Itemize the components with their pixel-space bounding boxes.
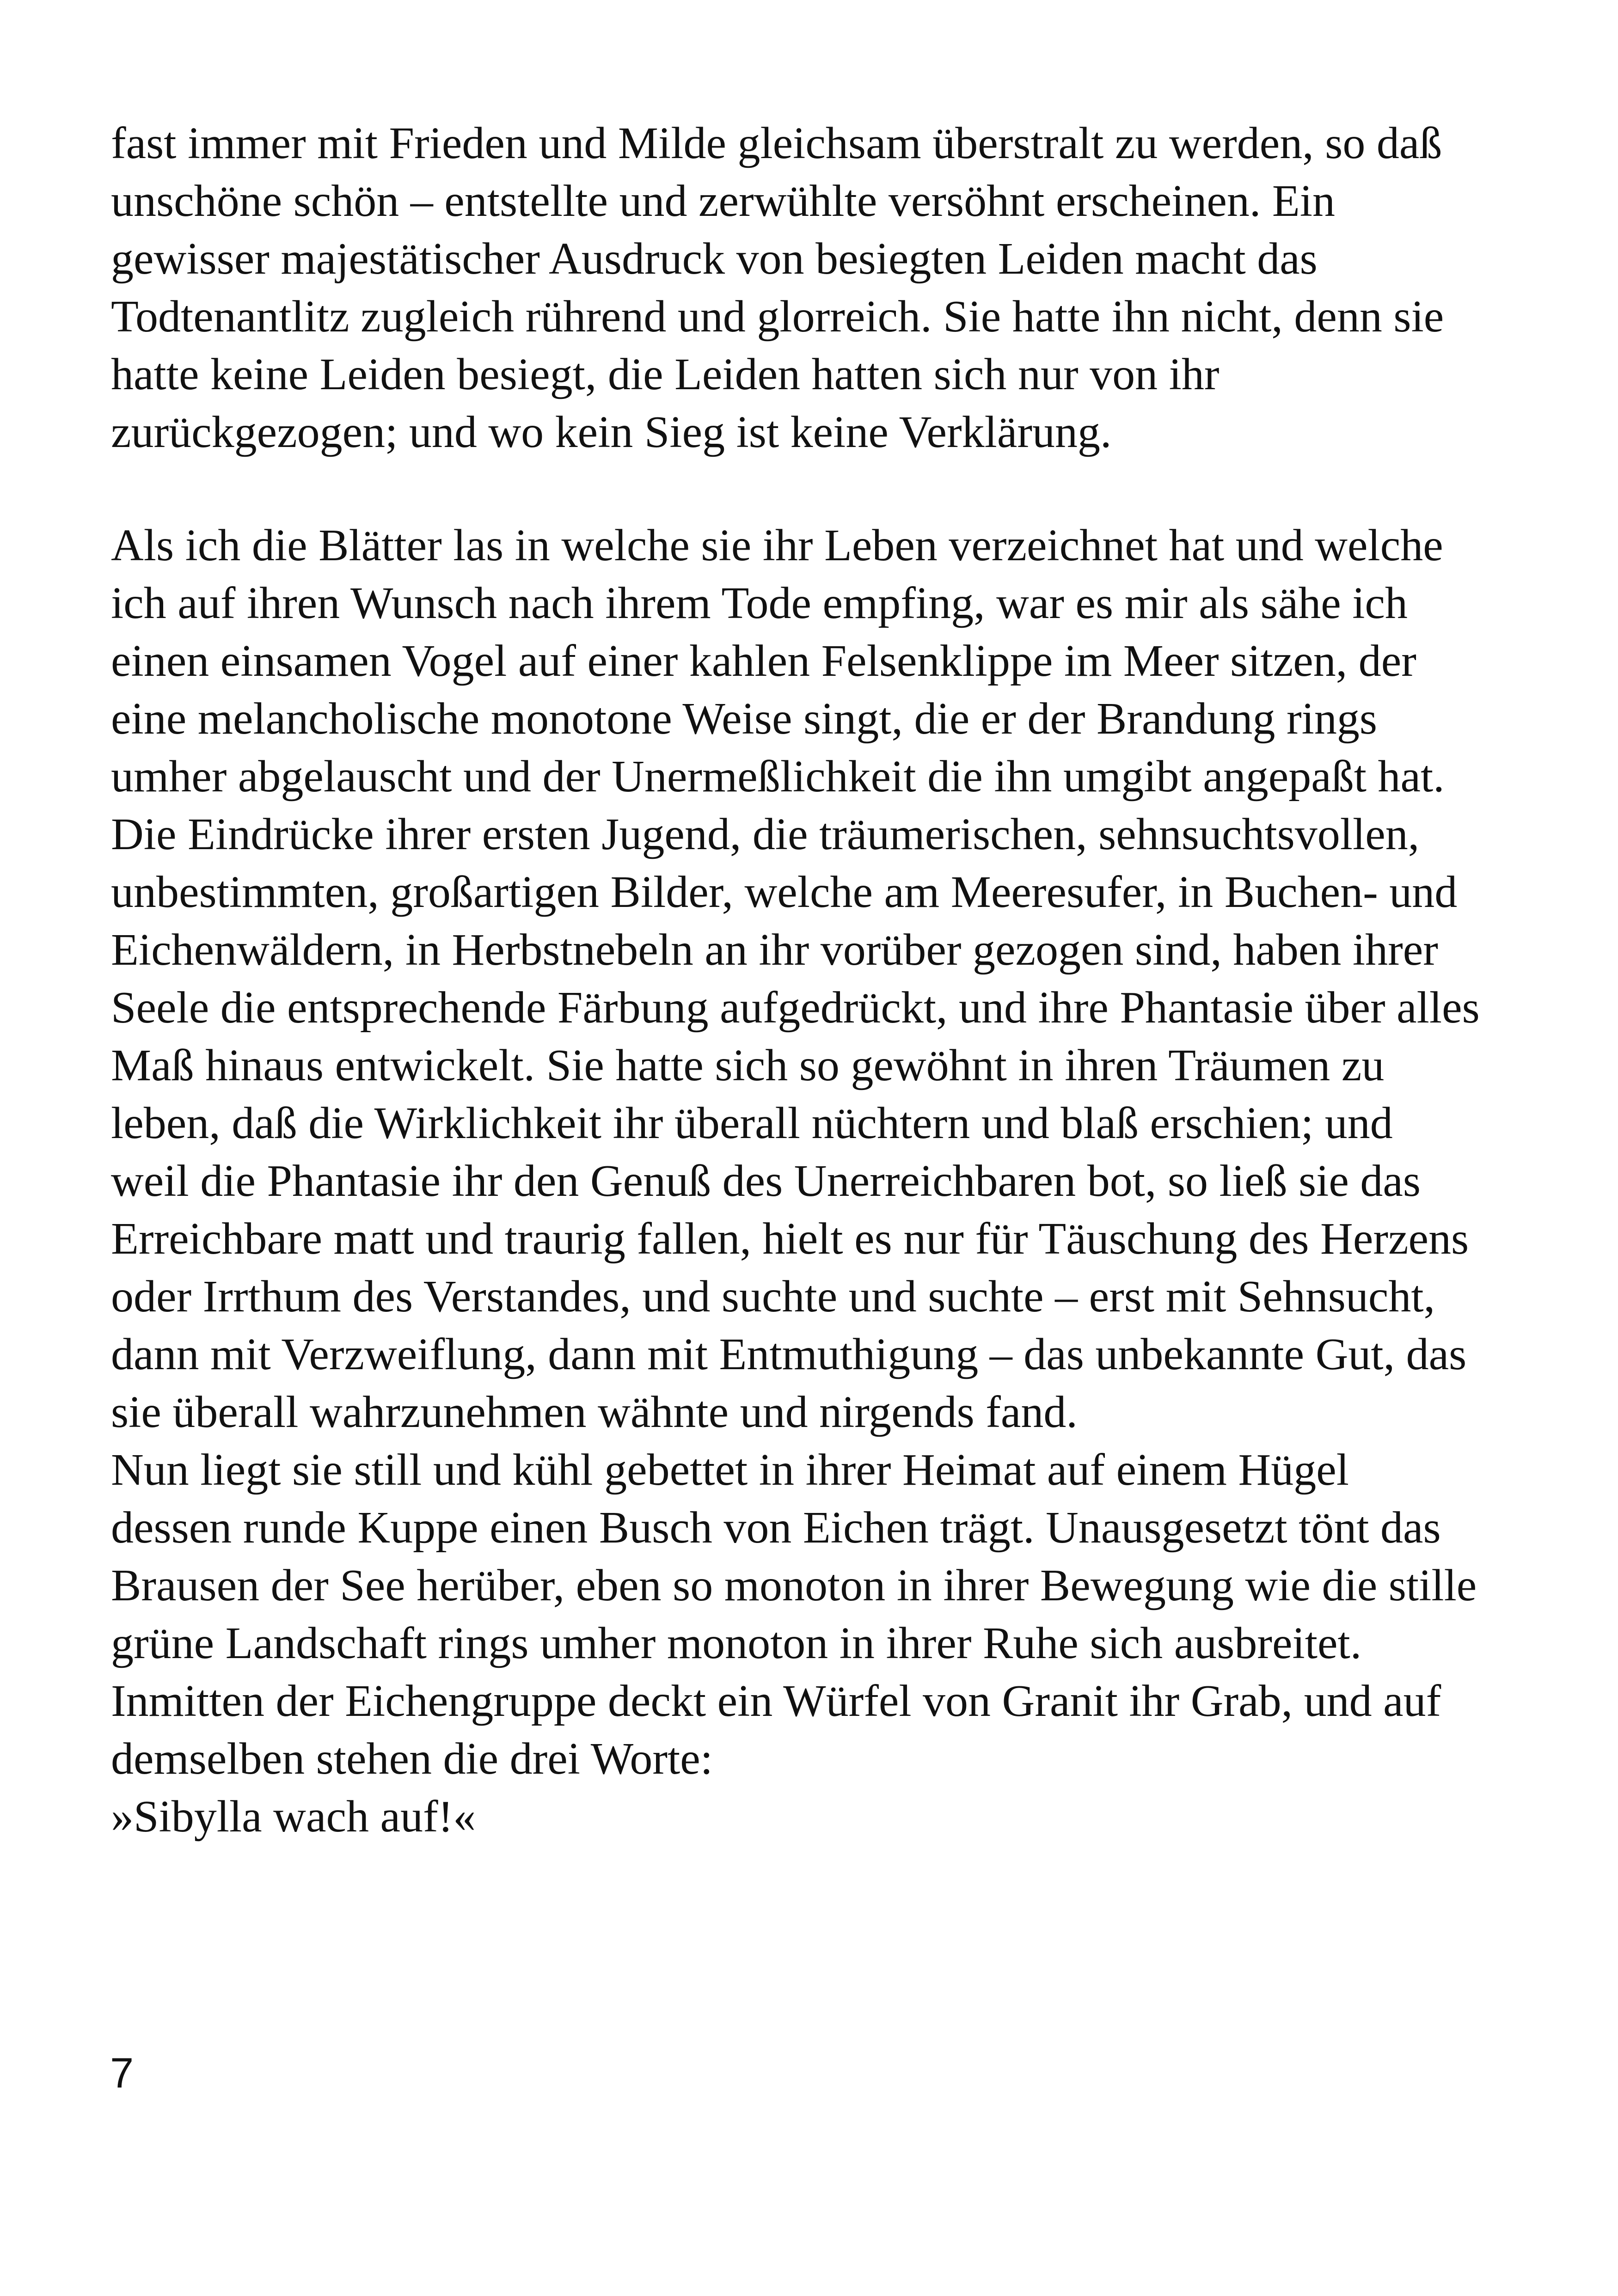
text-line: zurückgezogen; und wo kein Sieg ist keine Verklärung. xyxy=(111,407,1112,457)
text-line: dann mit Verzweiflung, dann mit Entmuthigung – das unbekannte Gut, das xyxy=(111,1329,1467,1379)
text-line: weil die Phantasie ihr den Genuß des Unerreichbaren bot, so ließ sie das xyxy=(111,1156,1421,1206)
paragraph-1 xyxy=(111,115,1553,461)
text-line: Inmitten der Eichengruppe deckt ein Würfel von Granit ihr Grab, und auf xyxy=(111,1676,1441,1726)
text-line: Als ich die Blätter las in welche sie ihr Leben verzeichnet hat und welche xyxy=(111,520,1443,570)
text-line: Seele die entsprechende Färbung aufgedrückt, und ihre Phantasie über alles xyxy=(111,983,1480,1033)
text-line: Die Eindrücke ihrer ersten Jugend, die träumerischen, sehnsuchtsvollen, xyxy=(111,809,1420,859)
text-line: Maß hinaus entwickelt. Sie hatte sich so gewöhnt in ihren Träumen zu xyxy=(111,1041,1385,1090)
text-line: grüne Landschaft rings umher monoton in ihrer Ruhe sich ausbreitet. xyxy=(111,1618,1362,1668)
page-number: 7 xyxy=(110,2050,134,2097)
text-line: hatte keine Leiden besiegt, die Leiden hatten sich nur von ihr xyxy=(111,349,1220,399)
text-line: unschöne schön – entstellte und zerwühlte versöhnt erscheinen. Ein xyxy=(111,176,1335,226)
text-line: Erreichbare matt und traurig fallen, hielt es nur für Täuschung des Herzens xyxy=(111,1214,1469,1264)
text-line: sie überall wahrzunehmen wähnte und nirgends fand. xyxy=(111,1387,1078,1437)
text-line: einen einsamen Vogel auf einer kahlen Felsenklippe im Meer sitzen, der xyxy=(111,636,1416,686)
text-line: demselben stehen die drei Worte: xyxy=(111,1734,713,1784)
text-line: »Sibylla wach auf!« xyxy=(111,1792,476,1842)
text-line: ich auf ihren Wunsch nach ihrem Tode empfing, war es mir als sähe ich xyxy=(111,578,1408,628)
paragraph-2 xyxy=(111,517,1553,1846)
text-line: fast immer mit Frieden und Milde gleichsam überstralt zu werden, so daß xyxy=(111,118,1442,168)
text-line: Todtenantlitz zugleich rührend und glorreich. Sie hatte ihn nicht, denn sie xyxy=(111,292,1444,342)
text-line: leben, daß die Wirklichkeit ihr überall nüchtern und blaß erschien; und xyxy=(111,1098,1393,1148)
text-line: dessen runde Kuppe einen Busch von Eichen trägt. Unausgesetzt tönt das xyxy=(111,1503,1441,1553)
text-line: Eichenwäldern, in Herbstnebeln an ihr vorüber gezogen sind, haben ihrer xyxy=(111,925,1438,975)
text-line: unbestimmten, großartigen Bilder, welche am Meeresufer, in Buchen- und xyxy=(111,867,1458,917)
text-line: oder Irrthum des Verstandes, und suchte und suchte – erst mit Sehnsucht, xyxy=(111,1272,1435,1322)
text-line: umher abgelauscht und der Unermeßlichkeit die ihn umgibt angepaßt hat. xyxy=(111,752,1445,802)
text-line: Nun liegt sie still und kühl gebettet in ihrer Heimat auf einem Hügel xyxy=(111,1445,1349,1495)
text-line: gewisser majestätischer Ausdruck von besiegten Leiden macht das xyxy=(111,234,1318,284)
text-line: Brausen der See herüber, eben so monoton in ihrer Bewegung wie die stille xyxy=(111,1561,1477,1610)
text-line: eine melancholische monotone Weise singt, die er der Brandung rings xyxy=(111,694,1378,744)
